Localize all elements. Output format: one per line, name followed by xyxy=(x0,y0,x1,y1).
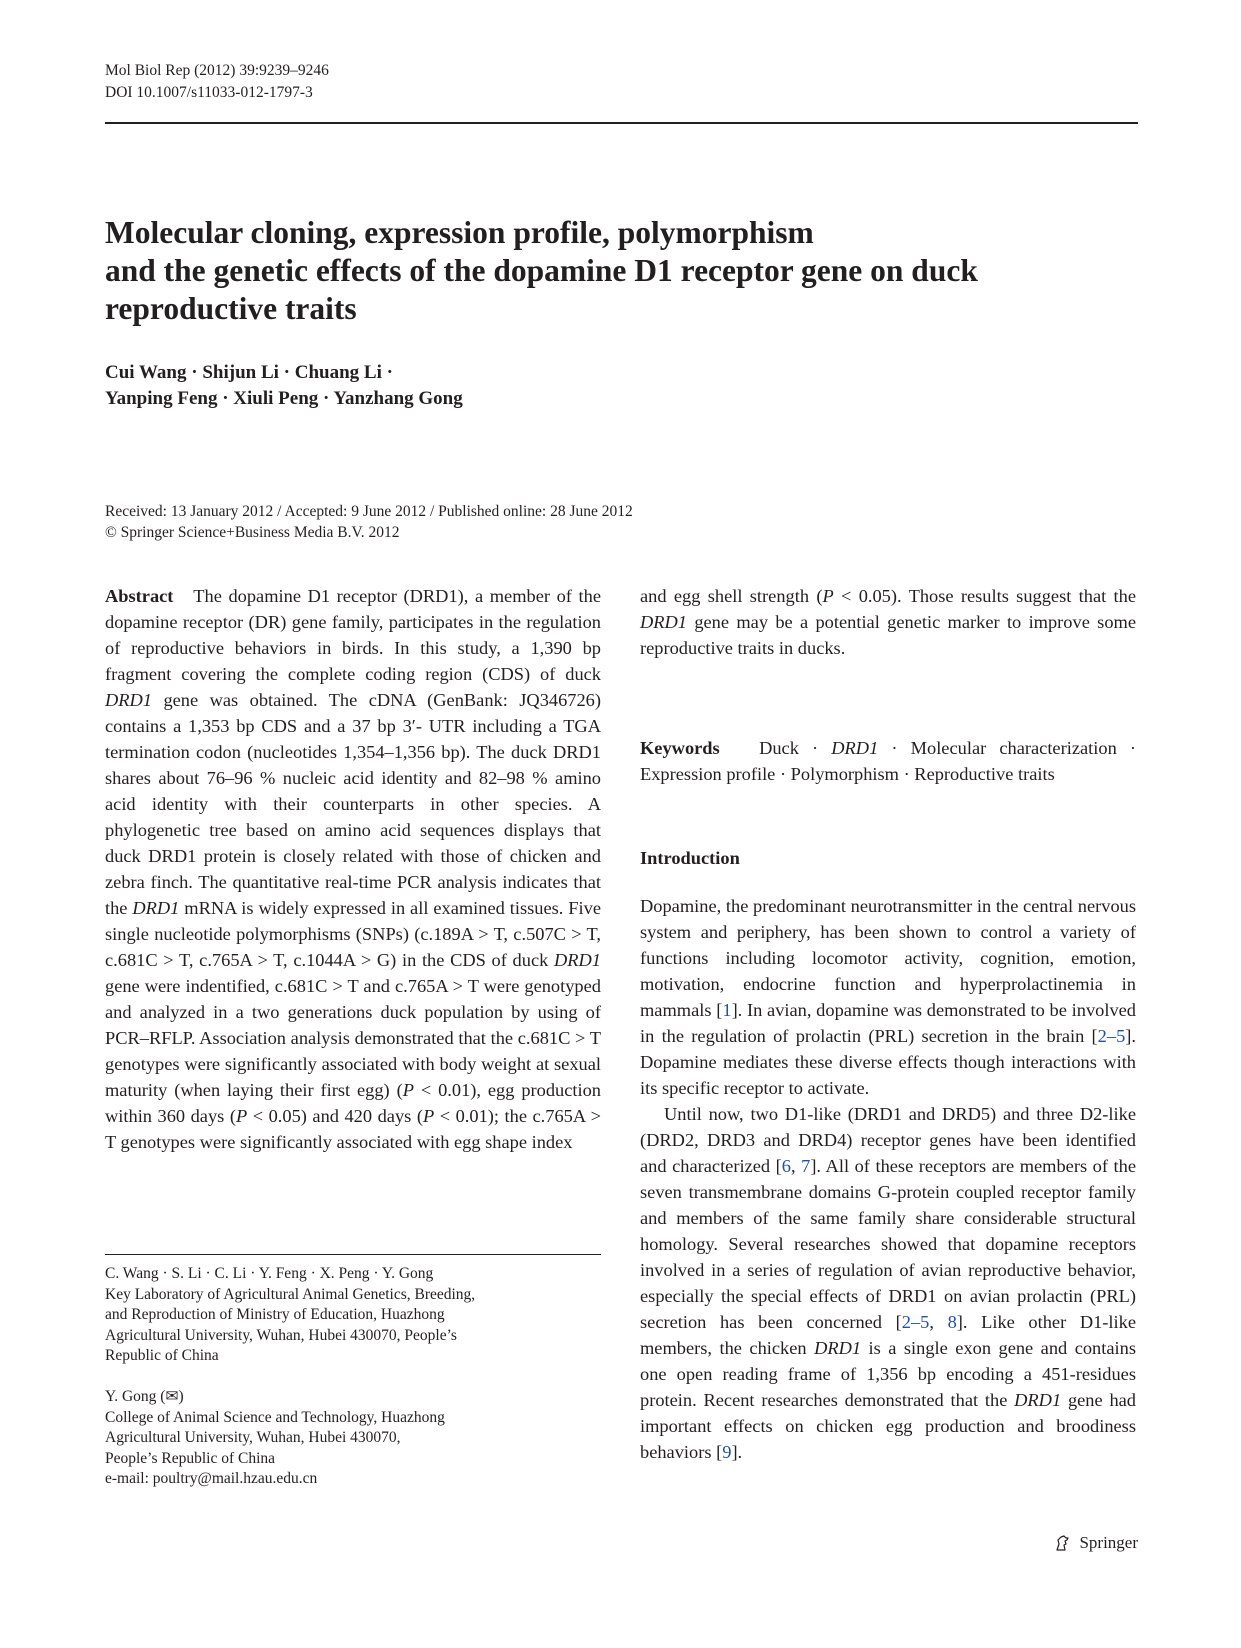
abstract-text: and egg shell strength ( xyxy=(640,586,823,606)
corresponding-author xyxy=(105,1387,601,1490)
gene-name: DRD1 xyxy=(554,950,601,970)
publisher-logo xyxy=(1053,1532,1138,1554)
corresponding-paren: ) xyxy=(178,1388,184,1405)
intro-text: , xyxy=(790,1156,802,1176)
abstract-paragraph-continued xyxy=(640,583,1136,661)
abstract-text: gene were indentified, c.681C > T and c.765A > T were genotyped and analyzed in a two generations duck population by using of PCR–RFLP. Association analysis demonstrated that the c.681C > T genotypes were significantly associated with body weight at sexual maturity (when laying their first egg) ( xyxy=(105,976,601,1100)
intro-text: ]. xyxy=(731,1442,743,1462)
authors-line-1: Cui Wang · Shijun Li · Chuang Li · xyxy=(105,362,393,383)
keywords-paragraph xyxy=(640,735,1136,787)
citation-link[interactable]: 7 xyxy=(801,1156,811,1176)
intro-text: ]. Dopamine mediates these diverse effects though interactions with its specific receptor to activate. xyxy=(640,1026,1136,1098)
title-line-3: reproductive traits xyxy=(105,291,357,326)
publication-history xyxy=(105,501,633,543)
email-link[interactable]: e-mail: poultry@mail.hzau.edu.cn xyxy=(105,1470,318,1487)
abstract-paragraph xyxy=(105,583,601,1155)
doi: DOI 10.1007/s11033-012-1797-3 xyxy=(105,84,313,101)
envelope-icon: ✉ xyxy=(165,1388,179,1405)
keywords-label: Keywords xyxy=(640,738,720,758)
intro-text: ]. All of these receptors are members of the seven transmembrane domains G-protein coupled receptor family and members of the same family share considerable structural homology. Several researches showed that dopamine receptors involved in a series of regulation of avian reproductive behavior, especially the special effects of DRD1 on avian prolactin (PRL) secretion has been concerned [ xyxy=(640,1156,1136,1332)
abstract-column-left xyxy=(105,583,601,1155)
intro-text: gene had important effects on chicken egg production and broodiness behaviors [ xyxy=(640,1390,1136,1462)
gene-name: DRD1 xyxy=(1014,1390,1062,1410)
corresponding-name xyxy=(105,1387,601,1408)
author-affiliation xyxy=(105,1264,601,1367)
footnote-rule xyxy=(105,1254,601,1255)
citation-link[interactable]: 1 xyxy=(722,1000,732,1020)
abstract-text: mRNA is widely expressed in all examined tissues. Five single nucleotide polymorphisms (SNPs) (c.189A > T, c.507C > T, c.681C > T, c.765A > T, c.1044A > G) in the CDS of duck xyxy=(105,898,601,970)
citation-link[interactable]: 8 xyxy=(947,1312,957,1332)
abstract-column-right xyxy=(640,583,1136,661)
abstract-text: < 0.05) and 420 days ( xyxy=(247,1106,423,1126)
keyword-gene: DRD1 xyxy=(831,738,879,758)
affiliation-line: Republic of China xyxy=(105,1347,219,1364)
springer-horse-icon xyxy=(1053,1533,1073,1553)
abstract-text: The dopamine D1 receptor (DRD1), a member of the dopamine receptor (DR) gene family, participates in the regulation of reproductive behaviors in birds. In this study, a 1,390 bp fragment covering the complete coding region (CDS) of duck xyxy=(105,586,602,684)
p-value-symbol: P xyxy=(422,1106,435,1126)
citation-link[interactable]: 2–5 xyxy=(1097,1026,1126,1046)
abstract-text: < 0.01); the c.765A > T genotypes were significantly associated with egg shape index xyxy=(105,1106,601,1152)
affiliation-line: Agricultural University, Wuhan, Hubei 430070, People’s xyxy=(105,1326,457,1344)
affiliation-line: People’s Republic of China xyxy=(105,1449,276,1467)
p-value-symbol: P xyxy=(822,586,834,606)
citation-link[interactable]: 9 xyxy=(722,1442,732,1462)
article-title xyxy=(105,214,1145,328)
citation-link[interactable]: 6 xyxy=(781,1156,791,1176)
affiliation-line: Key Laboratory of Agricultural Animal Genetics, Breeding, xyxy=(105,1285,476,1303)
abstract-text: < 0.05). Those results suggest that the xyxy=(833,586,1136,606)
gene-name: DRD1 xyxy=(132,898,180,918)
introduction-heading: Introduction xyxy=(640,848,740,868)
intro-text: , xyxy=(929,1312,948,1332)
intro-text: ]. Like other D1-like members, the chicken xyxy=(640,1312,1136,1358)
publisher-name: Springer xyxy=(1079,1533,1138,1552)
keyword-text: Duck · xyxy=(759,738,832,758)
keywords-block xyxy=(640,735,1136,787)
abstract-text: < 0.01), egg production within 360 days ( xyxy=(105,1080,601,1126)
gene-name: DRD1 xyxy=(814,1338,862,1358)
citation-link[interactable]: 2–5 xyxy=(901,1312,930,1332)
p-value-symbol: P xyxy=(235,1106,248,1126)
affiliation-line: and Reproduction of Ministry of Education, Huazhong xyxy=(105,1306,445,1323)
affiliation-line: College of Animal Science and Technology, Huazhong xyxy=(105,1408,445,1426)
intro-text: ]. In avian, dopamine was demonstrated to be involved in the regulation of prolactin (PRL) secretion in the brain [ xyxy=(640,1000,1136,1046)
affiliation-authors: C. Wang · S. Li · C. Li · Y. Feng · X. Peng · Y. Gong xyxy=(105,1265,434,1282)
author-list xyxy=(105,360,463,412)
history-dates: Received: 13 January 2012 / Accepted: 9 June 2012 / Published online: 28 June 2012 xyxy=(105,503,633,520)
header-rule xyxy=(105,122,1138,124)
gene-name: DRD1 xyxy=(105,690,152,710)
copyright: © Springer Science+Business Media B.V. 2012 xyxy=(105,524,400,541)
introduction-body xyxy=(640,893,1136,1465)
intro-paragraph-1 xyxy=(640,893,1136,1101)
authors-line-2: Yanping Feng · Xiuli Peng · Yanzhang Gong xyxy=(105,388,463,409)
abstract-text: gene may be a potential genetic marker to improve some reproductive traits in ducks. xyxy=(640,612,1136,658)
p-value-symbol: P xyxy=(402,1080,414,1100)
corresponding-name-text: Y. Gong ( xyxy=(105,1388,166,1405)
intro-text: is a single exon gene and contains one open reading frame of 1,356 bp encoding a 451-residues protein. Recent researches demonstrated that the xyxy=(640,1338,1136,1410)
intro-paragraph-2 xyxy=(640,1101,1136,1465)
affiliation-line: Agricultural University, Wuhan, Hubei 430070, xyxy=(105,1429,401,1446)
keyword-text: · Molecular characterization · Expression profile · Polymorphism · Reproductive traits xyxy=(640,738,1137,784)
intro-text: Dopamine, the predominant neurotransmitter in the central nervous system and periphery, has been shown to control a variety of functions including locomotor activity, cognition, emotion, motivation, endocrine function and hyperprolactinemia in mammals [ xyxy=(640,896,1136,1020)
abstract-label: Abstract xyxy=(105,586,174,606)
intro-text: Until now, two D1-like (DRD1 and DRD5) and three D2-like (DRD2, DRD3 and DRD4) receptor genes have been identified and characterized [ xyxy=(640,1104,1136,1176)
gene-name: DRD1 xyxy=(640,612,687,632)
title-line-1: Molecular cloning, expression profile, polymorphism xyxy=(105,215,814,250)
journal-citation: Mol Biol Rep (2012) 39:9239–9246 xyxy=(105,62,329,79)
journal-header xyxy=(105,60,329,104)
title-line-2: and the genetic effects of the dopamine D1 receptor gene on duck xyxy=(105,253,978,288)
abstract-text: gene was obtained. The cDNA (GenBank: JQ346726) contains a 1,353 bp CDS and a 37 bp 3′- UTR including a TGA termination codon (nucleotides 1,354–1,356 bp). The duck DRD1 shares about 76–96 % nucleic acid identity and 82–98 % amino acid identity with their counterparts in other species. A phylogenetic tree based on amino acid sequences displays that duck DRD1 protein is closely related with those of chicken and zebra finch. The quantitative real-time PCR analysis indicates that the xyxy=(105,690,601,918)
